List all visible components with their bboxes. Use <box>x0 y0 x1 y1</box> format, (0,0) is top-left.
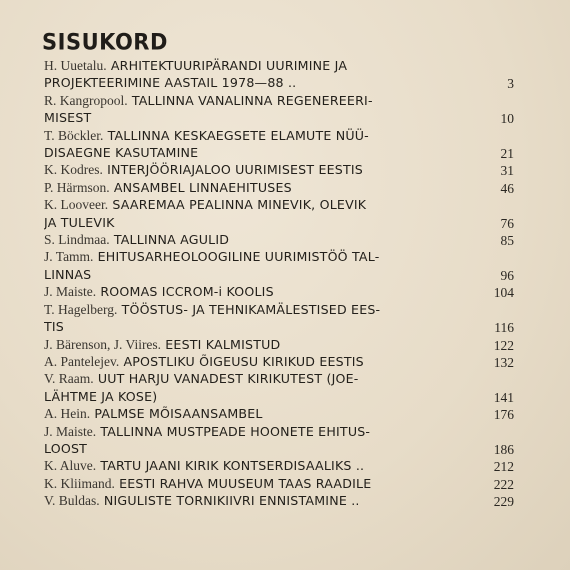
toc-page-number: 212 <box>493 459 514 475</box>
toc-page-number: 176 <box>493 407 514 423</box>
toc-author: S. Lindmaa. <box>44 232 110 248</box>
toc-page-number: 76 <box>500 215 514 231</box>
toc-author: J. Bärenson, J. Viires. <box>44 336 162 352</box>
toc-entry <box>44 302 514 337</box>
toc-entry-line <box>44 302 480 319</box>
toc-title: TALLINNA MUSTPEADE HOONETE EHITUS- <box>100 423 371 439</box>
toc-title: ANSAMBEL LINNAEHITUSES <box>113 179 292 195</box>
toc-author: J. Maiste. <box>44 284 97 300</box>
toc-entry-line <box>44 284 480 301</box>
toc-author: A. Pantelejev. <box>44 353 120 369</box>
toc-page-number: 10 <box>500 111 514 127</box>
toc-entry-line <box>44 406 480 423</box>
toc-entry-line <box>44 215 480 232</box>
toc-entry <box>44 162 514 179</box>
toc-entry-line <box>44 197 480 214</box>
toc-entry-line <box>44 249 480 266</box>
toc-entry-line <box>44 441 480 458</box>
toc-entry <box>44 249 514 284</box>
toc-entry-line <box>44 128 480 145</box>
toc-page-number: 116 <box>494 320 514 336</box>
toc-entry <box>44 371 514 406</box>
toc-entry-line <box>44 267 480 284</box>
toc-entry-line <box>44 232 480 249</box>
toc-page-number: 132 <box>493 354 514 370</box>
toc-entry <box>44 93 514 128</box>
toc-entry <box>44 197 514 232</box>
toc-entry-line <box>44 493 480 510</box>
toc-entry-line <box>44 110 480 127</box>
toc-title: TARTU JAANI KIRIK KONTSERDISAALIKS .. <box>100 458 365 474</box>
toc-author: V. Raam. <box>44 371 94 387</box>
toc-page-number: 21 <box>500 146 514 162</box>
toc-title: APOSTLIKU ÕIGEUSU KIRIKUD EESTIS <box>123 353 364 369</box>
toc-title: EESTI RAHVA MUUSEUM TAAS RAADILE <box>119 475 372 491</box>
toc-page-number: 122 <box>493 337 514 353</box>
toc-entry-line <box>44 458 480 475</box>
toc-title: INTERJÖÖRIAJALOO UURIMISEST EESTIS <box>107 162 363 178</box>
toc-author: J. Maiste. <box>44 423 97 439</box>
toc-entry <box>44 493 514 510</box>
toc-author: T. Hagelberg. <box>44 301 118 317</box>
toc-author: R. Kangropool. <box>44 92 128 108</box>
toc-entry-line <box>44 162 480 179</box>
toc-entry <box>44 354 514 371</box>
toc-author: H. Uuetalu. <box>44 58 107 73</box>
toc-author: A. Hein. <box>44 406 91 422</box>
toc-page-number: 104 <box>493 285 514 301</box>
toc-entry-line <box>44 145 480 162</box>
toc-title: TALLINNA VANALINNA REGENEREERI- <box>131 92 373 108</box>
toc-title: TIS <box>44 319 65 335</box>
toc-page-number: 85 <box>500 233 514 249</box>
toc-entry <box>44 58 514 93</box>
toc-entry <box>44 337 514 354</box>
toc-entry-line <box>44 389 480 406</box>
toc-author: K. Looveer. <box>44 197 109 213</box>
toc-author: V. Buldas. <box>44 493 100 509</box>
table-of-contents <box>44 58 514 511</box>
page-heading: SISUKORD <box>42 29 168 55</box>
toc-page-number: 229 <box>493 494 514 510</box>
toc-author: K. Aluve. <box>44 458 97 474</box>
toc-page-number: 3 <box>507 76 514 92</box>
toc-entry <box>44 180 514 197</box>
toc-entry-line <box>44 424 480 441</box>
toc-entry <box>44 458 514 475</box>
toc-entry-line <box>44 58 480 75</box>
toc-author: J. Tamm. <box>44 249 94 265</box>
toc-page-number: 222 <box>493 476 514 492</box>
toc-author: T. Böckler. <box>44 127 104 143</box>
toc-entry <box>44 284 514 301</box>
toc-author: K. Kodres. <box>44 162 103 178</box>
toc-entry <box>44 128 514 163</box>
toc-title: SAAREMAA PEALINNA MINEVIK, OLEVIK <box>112 197 367 213</box>
toc-page-number: 141 <box>493 389 514 405</box>
toc-title: MISEST <box>44 110 92 126</box>
toc-page-number: 31 <box>500 163 514 179</box>
toc-title: EHITUSARHEOLOOGILINE UURIMISTÖÖ TAL- <box>97 249 380 265</box>
toc-title: ARHITEKTUURIPÄRANDI UURIMINE JA <box>110 58 348 73</box>
toc-entry-line <box>44 371 480 388</box>
toc-title: TALLINNA AGULID <box>113 232 230 248</box>
toc-title: TALLINNA KESKAEGSETE ELAMUTE NÜÜ- <box>107 127 369 143</box>
toc-entry-line <box>44 75 480 92</box>
toc-title: PALMSE MÕISAANSAMBEL <box>94 406 263 422</box>
toc-entry <box>44 232 514 249</box>
toc-title: ROOMAS ICCROM-i KOOLIS <box>100 284 274 300</box>
toc-author: P. Härmson. <box>44 179 110 195</box>
toc-title: NIGULISTE TORNIKIIVRI ENNISTAMINE .. <box>103 493 360 509</box>
toc-title: UUT HARJU VANADEST KIRIKUTEST (JOE- <box>97 371 359 387</box>
toc-title: TÖÖSTUS- JA TEHNIKAMÄLESTISED EES- <box>121 301 381 317</box>
toc-page-number: 186 <box>493 441 514 457</box>
toc-title: LINNAS <box>44 266 92 282</box>
toc-entry <box>44 424 514 459</box>
toc-title: PROJEKTEERIMINE AASTAIL 1978—88 .. <box>44 75 297 91</box>
toc-entry-line <box>44 476 480 493</box>
toc-author: K. Kliimand. <box>44 475 115 491</box>
toc-entry <box>44 476 514 493</box>
toc-title: JA TULEVIK <box>44 214 115 230</box>
toc-page-number: 46 <box>500 180 514 196</box>
toc-title: LOOST <box>44 440 88 456</box>
toc-entry-line <box>44 319 480 336</box>
toc-entry-line <box>44 180 480 197</box>
toc-entry-line <box>44 93 480 110</box>
toc-title: DISAEGNE KASUTAMINE <box>44 145 199 161</box>
toc-entry-line <box>44 337 480 354</box>
toc-entry <box>44 406 514 423</box>
toc-entry-line <box>44 354 480 371</box>
toc-page-number: 96 <box>500 267 514 283</box>
toc-title: EESTI KALMISTUD <box>165 336 281 352</box>
toc-title: LÄHTME JA KOSE) <box>44 388 158 404</box>
